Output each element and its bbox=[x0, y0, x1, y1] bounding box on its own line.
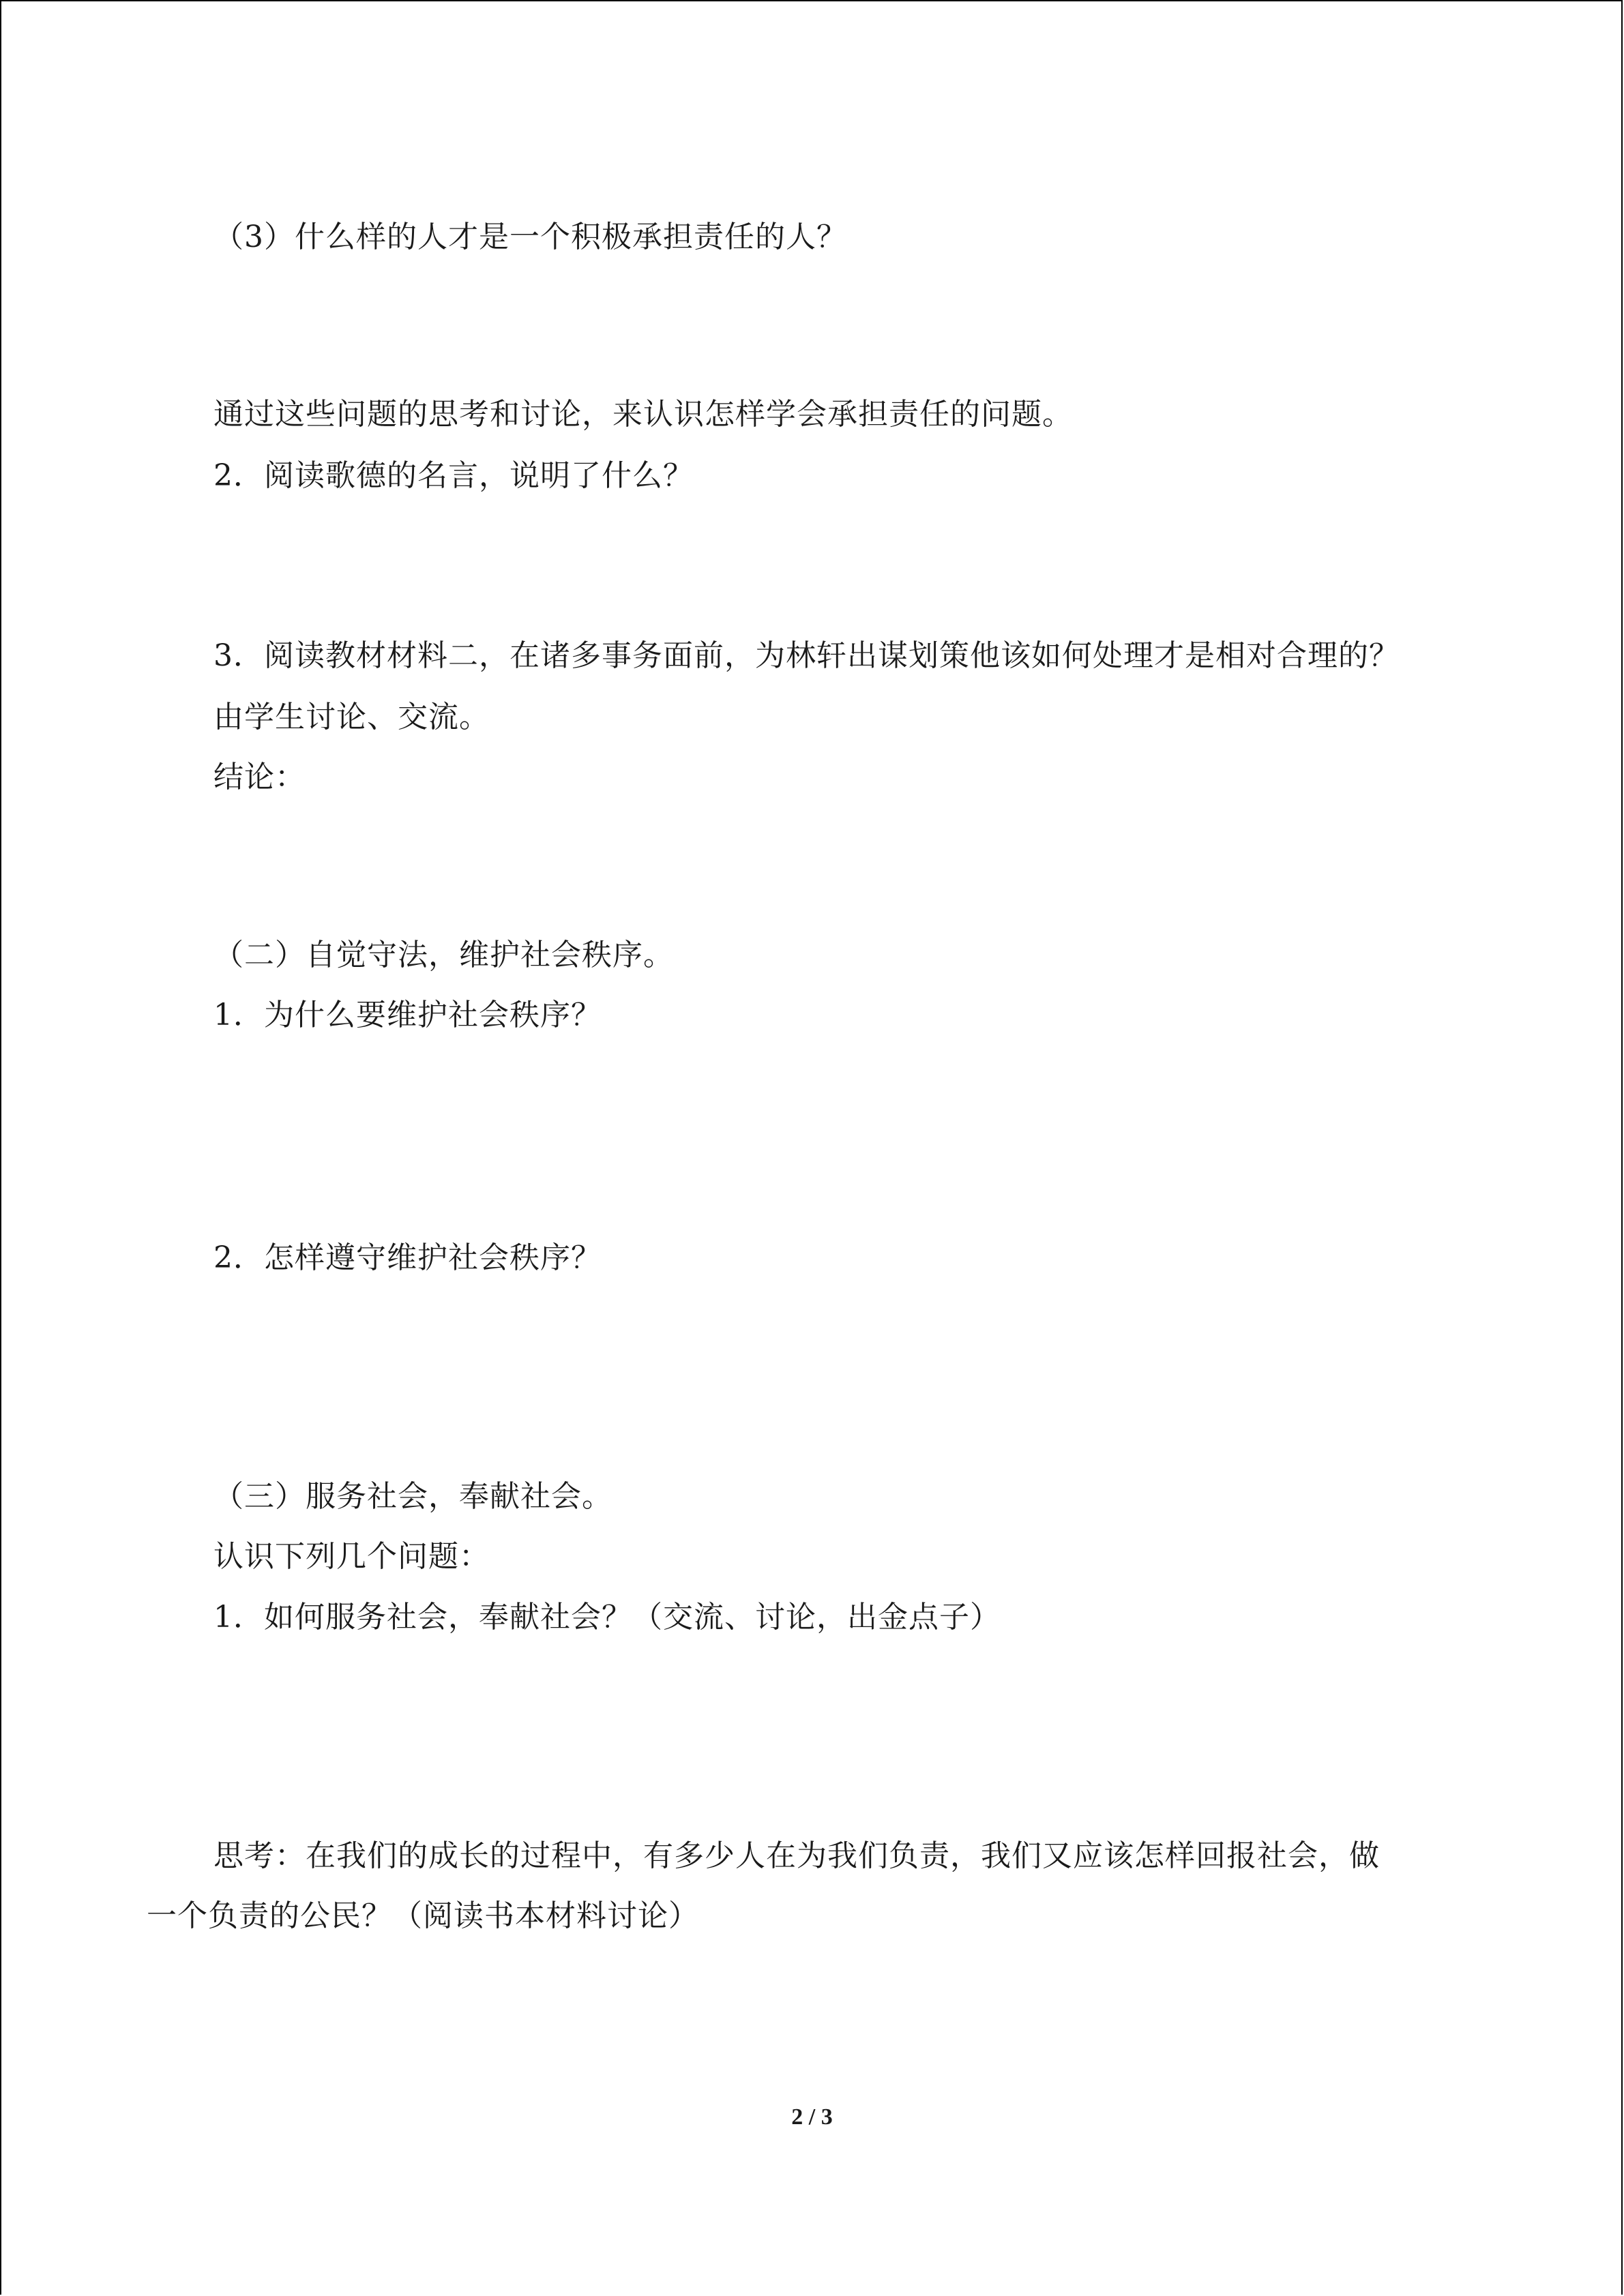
discussion-intro-line: 通过这些问题的思考和讨论，来认识怎样学会承担责任的问题。 bbox=[213, 397, 1073, 432]
section-2-heading: （二）自觉守法，维护社会秩序。 bbox=[213, 938, 674, 972]
item-3-material-line: 3．阅读教材材料二，在诸多事务面前，为林轩出谋划策他该如何处理才是相对合理的？ bbox=[213, 638, 1400, 673]
item-2-goethe-line: 2．阅读歌德的名言，说明了什么？ bbox=[213, 458, 694, 493]
section-2-item-1: 1．为什么要维护社会秩序？ bbox=[213, 998, 602, 1032]
page-number: 2 / 3 bbox=[791, 2104, 833, 2130]
reflection-line-2: 一个负责的公民？（阅读书本材料讨论） bbox=[147, 1898, 699, 1933]
section-3-item-1: 1．如何服务社会，奉献社会？（交流、讨论，出金点子） bbox=[213, 1600, 1001, 1635]
section-2-item-2: 2．怎样遵守维护社会秩序？ bbox=[213, 1240, 602, 1275]
student-discussion-line: 由学生讨论、交流。 bbox=[213, 700, 490, 734]
conclusion-label: 结论： bbox=[213, 760, 306, 794]
question-3-line: （3）什么样的人才是一个积极承担责任的人？ bbox=[213, 220, 847, 254]
reflection-line-1: 思考：在我们的成长的过程中，有多少人在为我们负责，我们又应该怎样回报社会，做 bbox=[213, 1838, 1380, 1873]
section-3-intro: 认识下列几个问题： bbox=[213, 1539, 490, 1574]
section-3-heading: （三）服务社会，奉献社会。 bbox=[213, 1479, 612, 1514]
